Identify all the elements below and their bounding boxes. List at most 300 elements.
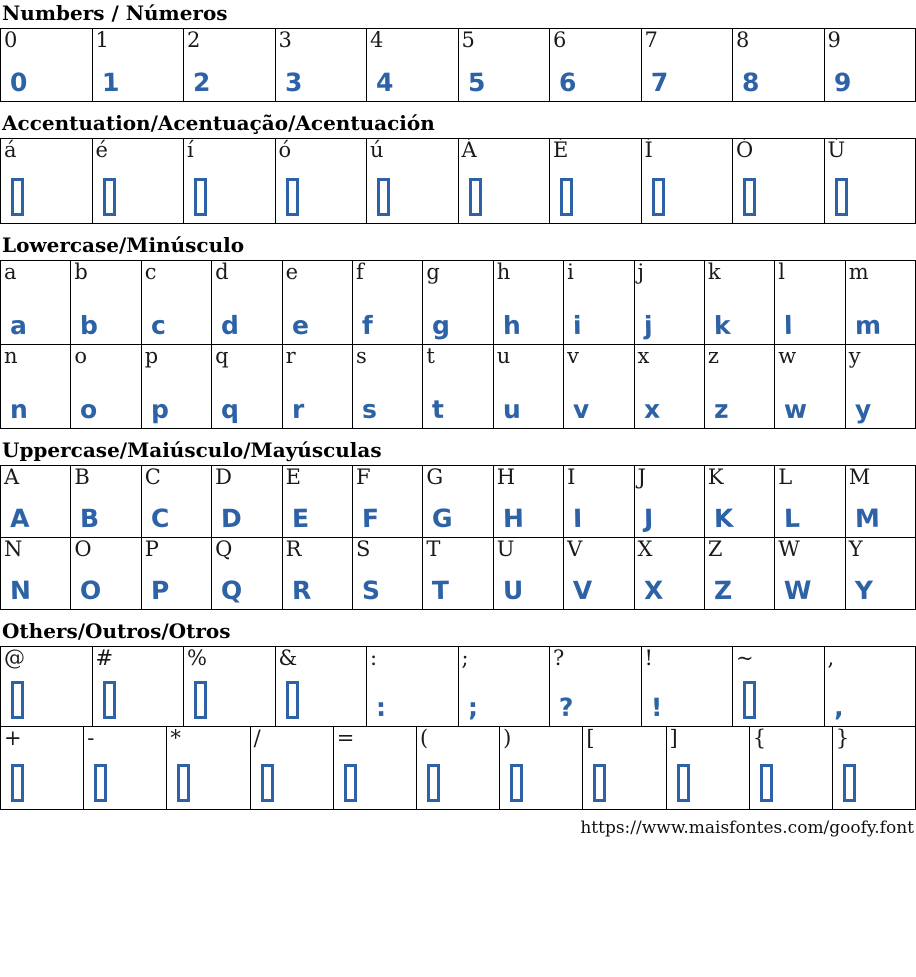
missing-glyph-box (377, 178, 390, 216)
font-glyph: i (564, 312, 582, 344)
missing-glyph-box (427, 764, 440, 802)
missing-glyph-box (469, 178, 482, 216)
missing-glyph-box (652, 178, 665, 216)
character-label: 1 (93, 29, 109, 52)
character-label: 4 (367, 29, 383, 52)
character-label: V (564, 538, 582, 561)
glyph-cell (635, 538, 705, 610)
glyph-cell (1, 538, 71, 610)
font-glyph: p (142, 396, 169, 428)
glyph-cell (583, 727, 666, 810)
glyph-cell (1, 29, 93, 102)
character-label: B (71, 466, 89, 489)
character-label: r (283, 345, 296, 368)
glyph-cell (276, 647, 368, 727)
glyph-cell (334, 727, 417, 810)
character-label: K (705, 466, 724, 489)
font-glyph: B (71, 505, 99, 537)
font-glyph: x (635, 396, 660, 428)
character-label: # (93, 647, 114, 670)
glyph-cell (251, 727, 334, 810)
glyph-row (1, 538, 916, 610)
section-title-lowercase: Lowercase/Minúsculo (2, 234, 916, 257)
glyph-cell (423, 538, 493, 610)
font-glyph: ? (550, 694, 574, 726)
character-label: R (283, 538, 302, 561)
character-label: O (71, 538, 91, 561)
glyph-cell (84, 727, 167, 810)
font-glyph: 4 (367, 69, 394, 101)
glyph-cell (93, 647, 185, 727)
character-label: m (846, 261, 869, 284)
missing-glyph-box (11, 764, 24, 802)
missing-glyph-box (286, 681, 299, 719)
character-label: / (251, 727, 261, 750)
font-glyph: N (1, 577, 31, 610)
font-glyph: f (353, 312, 373, 344)
glyph-cell (353, 538, 423, 610)
glyph-cell (733, 29, 825, 102)
character-label: 3 (276, 29, 292, 52)
glyph-cell (635, 345, 705, 429)
font-glyph: 0 (1, 69, 28, 101)
character-label: } (833, 727, 849, 750)
glyph-cell (846, 466, 916, 538)
glyph-cell (459, 29, 551, 102)
section-title-accentuation: Accentuation/Acentuação/Acentuación (2, 112, 916, 135)
character-label: D (212, 466, 232, 489)
glyph-cell (846, 538, 916, 610)
missing-glyph-box (103, 178, 116, 216)
font-glyph: , (825, 694, 844, 726)
glyph-cell (283, 345, 353, 429)
glyph-cell (276, 29, 368, 102)
font-glyph: H (494, 505, 524, 538)
font-glyph: u (494, 396, 521, 428)
character-label: - (84, 727, 94, 750)
glyph-cell (846, 261, 916, 345)
source-url: https://www.maisfontes.com/goofy.font (0, 810, 915, 838)
glyph-cell (564, 345, 634, 429)
font-glyph: T (423, 577, 449, 609)
missing-glyph-box (11, 178, 24, 216)
section-title-others: Others/Outros/Otros (2, 620, 916, 643)
glyph-cell (642, 647, 734, 727)
character-label: t (423, 345, 434, 368)
glyph-cell (423, 345, 493, 429)
font-glyph: 3 (276, 69, 303, 101)
glyph-cell (184, 139, 276, 224)
character-label: e (283, 261, 298, 284)
character-label: s (353, 345, 367, 368)
character-label: É (550, 139, 568, 162)
font-glyph: 2 (184, 69, 211, 101)
character-label: L (775, 466, 792, 489)
glyph-cell (1, 727, 84, 810)
font-glyph: D (212, 505, 242, 538)
glyph-cell (367, 647, 459, 727)
font-glyph: a (1, 312, 27, 344)
glyph-cell (167, 727, 250, 810)
character-label: [ (583, 727, 594, 750)
character-label: H (494, 466, 515, 489)
glyph-cell (733, 139, 825, 224)
character-label: J (635, 466, 646, 489)
section-numbers (0, 2, 916, 102)
character-label: ú (367, 139, 384, 162)
font-glyph: l (775, 312, 793, 344)
character-label: á (1, 139, 17, 162)
character-label: % (184, 647, 207, 670)
glyph-cell (1, 261, 71, 345)
font-glyph: I (564, 505, 583, 537)
missing-glyph-box (760, 764, 773, 802)
character-label: M (846, 466, 871, 489)
missing-glyph-box (194, 178, 207, 216)
glyph-cell (705, 345, 775, 429)
character-label: X (635, 538, 653, 561)
glyph-cell (353, 261, 423, 345)
font-glyph: G (423, 505, 453, 538)
font-glyph: S (353, 577, 380, 609)
character-label: g (423, 261, 439, 284)
font-glyph: n (1, 396, 28, 428)
glyph-cell (1, 647, 93, 727)
font-glyph: M (846, 505, 880, 538)
character-label: h (494, 261, 511, 284)
glyph-cell (417, 727, 500, 810)
character-label: w (775, 345, 796, 368)
character-label: q (212, 345, 228, 368)
glyph-cell (825, 29, 916, 102)
character-label: S (353, 538, 370, 561)
character-label: 6 (550, 29, 566, 52)
character-label: : (367, 647, 377, 670)
font-glyph: F (353, 505, 379, 537)
font-glyph: K (705, 505, 734, 537)
character-label: o (71, 345, 87, 368)
character-label: C (142, 466, 161, 489)
font-glyph: Z (705, 577, 732, 609)
glyph-cell (142, 345, 212, 429)
character-label: 5 (459, 29, 475, 52)
glyph-cell (283, 261, 353, 345)
font-glyph: ; (459, 694, 478, 726)
font-specimen-page (0, 2, 916, 838)
glyph-row (1, 345, 916, 429)
glyph-cell (184, 647, 276, 727)
character-label: é (93, 139, 108, 162)
glyph-cell (494, 345, 564, 429)
character-label: 2 (184, 29, 200, 52)
glyph-cell (93, 139, 185, 224)
glyph-cell (212, 466, 282, 538)
font-glyph: : (367, 694, 386, 726)
missing-glyph-box (593, 764, 606, 802)
font-glyph: w (775, 396, 807, 429)
character-label: 8 (733, 29, 749, 52)
character-label: N (1, 538, 22, 561)
glyph-cell (71, 345, 141, 429)
font-glyph: Q (212, 577, 243, 610)
font-glyph: 6 (550, 69, 577, 101)
missing-glyph-box (344, 764, 357, 802)
character-label: u (494, 345, 511, 368)
glyph-cell (705, 538, 775, 610)
glyph-cell (635, 261, 705, 345)
section-accentuation (0, 112, 916, 224)
character-label: l (775, 261, 785, 284)
glyph-cell (423, 261, 493, 345)
glyph-cell (564, 466, 634, 538)
font-glyph: R (283, 577, 312, 609)
character-label: i (564, 261, 574, 284)
missing-glyph-box (11, 681, 24, 719)
glyph-cell (550, 139, 642, 224)
character-label: f (353, 261, 364, 284)
font-glyph: 8 (733, 69, 760, 101)
font-glyph: 5 (459, 69, 486, 101)
glyph-cell (550, 29, 642, 102)
glyph-cell (71, 466, 141, 538)
character-label: x (635, 345, 650, 368)
glyph-cell (142, 261, 212, 345)
font-glyph: 7 (642, 69, 669, 101)
character-label: Í (642, 139, 653, 162)
character-label: Z (705, 538, 723, 561)
font-glyph: U (494, 577, 524, 610)
glyph-cell (71, 261, 141, 345)
character-label: ; (459, 647, 469, 670)
character-label: b (71, 261, 87, 284)
character-label: W (775, 538, 800, 561)
missing-glyph-box (743, 178, 756, 216)
glyph-cell (142, 466, 212, 538)
character-label: 9 (825, 29, 841, 52)
font-glyph: W (775, 577, 812, 610)
character-label: Q (212, 538, 232, 561)
font-glyph: y (846, 396, 872, 428)
font-glyph: m (846, 312, 881, 345)
lowercase-glyph-table (0, 260, 916, 429)
glyph-row (1, 647, 916, 727)
character-label: I (564, 466, 575, 489)
missing-glyph-box (835, 178, 848, 216)
glyph-row (1, 466, 916, 538)
glyph-cell (775, 345, 845, 429)
font-glyph: g (423, 312, 450, 344)
character-label: A (1, 466, 19, 489)
font-glyph: Y (846, 577, 873, 609)
glyph-row (1, 727, 916, 810)
glyph-cell (825, 139, 916, 224)
font-glyph: s (353, 396, 377, 428)
font-glyph: q (212, 396, 239, 428)
font-glyph: b (71, 312, 98, 344)
font-glyph: t (423, 396, 444, 428)
character-label: ~ (733, 647, 754, 670)
character-label: { (750, 727, 766, 750)
glyph-cell (212, 345, 282, 429)
font-glyph: 1 (93, 69, 120, 101)
glyph-cell (705, 261, 775, 345)
font-glyph: j (635, 312, 653, 344)
glyph-cell (775, 538, 845, 610)
character-label: c (142, 261, 157, 284)
glyph-row (1, 261, 916, 345)
glyph-cell (667, 727, 750, 810)
missing-glyph-box (743, 681, 756, 719)
font-glyph: O (71, 577, 102, 610)
glyph-cell (212, 538, 282, 610)
glyph-cell (775, 261, 845, 345)
character-label: T (423, 538, 440, 561)
character-label: P (142, 538, 159, 561)
character-label: F (353, 466, 371, 489)
character-label: ó (276, 139, 292, 162)
glyph-cell (353, 345, 423, 429)
character-label: a (1, 261, 17, 284)
font-glyph: d (212, 312, 239, 344)
font-glyph: X (635, 577, 664, 609)
font-glyph: 9 (825, 69, 852, 101)
font-glyph: h (494, 312, 521, 344)
glyph-cell (635, 466, 705, 538)
glyph-row (1, 29, 916, 102)
glyph-cell (775, 466, 845, 538)
glyph-row (1, 139, 916, 224)
missing-glyph-box (286, 178, 299, 216)
character-label: ( (417, 727, 428, 750)
character-label: ? (550, 647, 564, 670)
font-glyph: E (283, 505, 309, 537)
font-glyph: ! (642, 694, 663, 726)
font-glyph: k (705, 312, 731, 344)
font-glyph: A (1, 505, 30, 537)
glyph-cell (1, 345, 71, 429)
character-label: & (276, 647, 298, 670)
glyph-cell (367, 29, 459, 102)
glyph-cell (212, 261, 282, 345)
glyph-cell (71, 538, 141, 610)
font-glyph: r (283, 396, 305, 428)
section-uppercase (0, 439, 916, 610)
glyph-cell (1, 139, 93, 224)
character-label: ) (500, 727, 511, 750)
font-glyph: C (142, 505, 170, 537)
glyph-cell (642, 29, 734, 102)
glyph-cell (833, 727, 916, 810)
character-label: U (494, 538, 515, 561)
character-label: j (635, 261, 645, 284)
character-label: E (283, 466, 301, 489)
character-label: p (142, 345, 158, 368)
missing-glyph-box (843, 764, 856, 802)
font-glyph: L (775, 505, 800, 537)
glyph-cell (564, 261, 634, 345)
uppercase-glyph-table (0, 465, 916, 610)
character-label: 7 (642, 29, 658, 52)
character-label: d (212, 261, 228, 284)
character-label: , (825, 647, 835, 670)
section-others (0, 620, 916, 810)
glyph-cell (459, 647, 551, 727)
font-glyph: e (283, 312, 309, 344)
character-label: + (1, 727, 22, 750)
section-lowercase (0, 234, 916, 429)
glyph-cell (423, 466, 493, 538)
glyph-cell (353, 466, 423, 538)
glyph-cell (494, 466, 564, 538)
missing-glyph-box (677, 764, 690, 802)
glyph-cell (705, 466, 775, 538)
character-label: v (564, 345, 579, 368)
character-label: Ú (825, 139, 846, 162)
character-label: 0 (1, 29, 17, 52)
glyph-cell (184, 29, 276, 102)
missing-glyph-box (194, 681, 207, 719)
character-label: Ó (733, 139, 753, 162)
character-label: ] (667, 727, 678, 750)
font-glyph: o (71, 396, 97, 428)
glyph-cell (494, 538, 564, 610)
character-label: y (846, 345, 861, 368)
character-label: @ (1, 647, 25, 670)
accentuation-glyph-table (0, 138, 916, 224)
character-label: n (1, 345, 18, 368)
glyph-cell (459, 139, 551, 224)
numbers-glyph-table (0, 28, 916, 102)
others-glyph-table (0, 646, 916, 810)
glyph-cell (1, 466, 71, 538)
glyph-cell (846, 345, 916, 429)
glyph-cell (564, 538, 634, 610)
font-glyph: v (564, 396, 590, 428)
section-title-numbers: Numbers / Números (2, 2, 916, 25)
glyph-cell (550, 647, 642, 727)
glyph-cell (750, 727, 833, 810)
glyph-cell (283, 538, 353, 610)
character-label: í (184, 139, 194, 162)
missing-glyph-box (560, 178, 573, 216)
glyph-cell (142, 538, 212, 610)
missing-glyph-box (261, 764, 274, 802)
glyph-cell (494, 261, 564, 345)
glyph-cell (367, 139, 459, 224)
font-glyph: P (142, 577, 170, 609)
character-label: Y (846, 538, 863, 561)
missing-glyph-box (103, 681, 116, 719)
character-label: * (167, 727, 181, 750)
font-glyph: z (705, 396, 729, 428)
character-label: = (334, 727, 355, 750)
font-glyph: V (564, 577, 593, 609)
missing-glyph-box (177, 764, 190, 802)
character-label: z (705, 345, 719, 368)
character-label: G (423, 466, 443, 489)
character-label: k (705, 261, 721, 284)
character-label: ! (642, 647, 653, 670)
section-title-uppercase: Uppercase/Maiúsculo/Mayúsculas (2, 439, 916, 462)
character-label: Á (459, 139, 477, 162)
glyph-cell (93, 29, 185, 102)
glyph-cell (283, 466, 353, 538)
glyph-cell (825, 647, 916, 727)
missing-glyph-box (510, 764, 523, 802)
missing-glyph-box (94, 764, 107, 802)
glyph-cell (733, 647, 825, 727)
font-glyph: J (635, 505, 654, 537)
